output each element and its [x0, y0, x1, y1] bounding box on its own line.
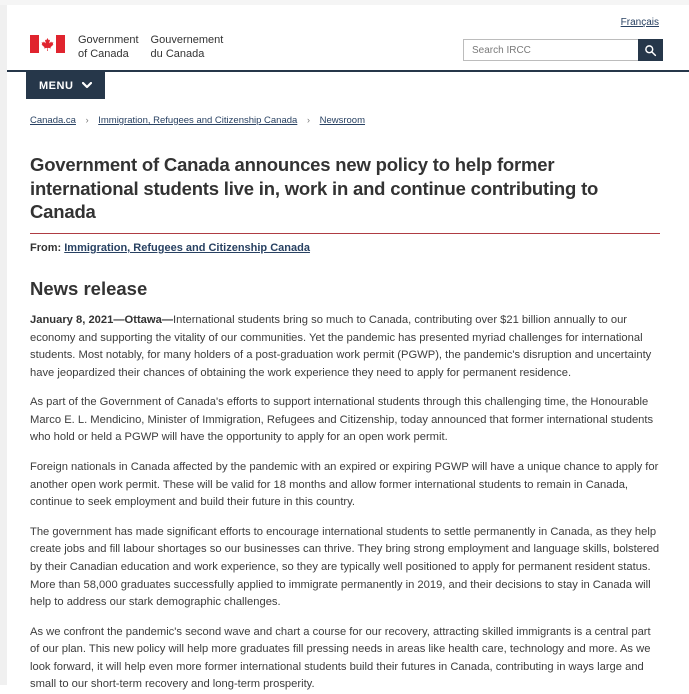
breadcrumb-separator: ›: [306, 115, 310, 125]
from-line: [30, 242, 660, 254]
goc-signature[interactable]: [30, 33, 223, 62]
breadcrumb-separator: ›: [85, 115, 89, 125]
paragraph-5: As we confront the pandemic's second wave and chart a course for our recovery, attracting skilled immigrants is a central part of our plan. This new policy will help more graduates fill pressing needs in areas like health care, technology and more. As we look forward, it will help even more former international students build their futures in Canada, contributing in ways large and small to our short-term recovery and long-term prosperity.: [30, 625, 651, 691]
paragraph-1: January 8, 2021—Ottawa—International students bring so much to Canada, contributing over $21 billion annually to our economy and supporting the vitality of our communities. Yet the pandemic has presented myriad challenges for international students. Most notably, for many holders of a post-graduation work permit (PGWP), the pandemic's disruption and uncertainty have jeopardized their chances of obtaining the work experience they need to apply for permanent residence.: [30, 314, 652, 379]
breadcrumb: [30, 115, 659, 126]
menu-button[interactable]: [26, 72, 105, 99]
paragraph-2: As part of the Government of Canada's efforts to support international students through this challenging time, the Honourable Marco E. L. Mendicino, Minister of Immigration, Refugees and Citizenship, today announced that former international students who hold or held a PGWP will have the opportunity to apply for an open work permit.: [30, 396, 654, 444]
news-release-heading: News release: [30, 278, 148, 300]
canada-flag-icon: [30, 35, 65, 53]
from-department-link[interactable]: Immigration, Refugees and Citizenship Canada: [64, 242, 310, 255]
breadcrumb-link-canada-ca[interactable]: Canada.ca: [30, 115, 76, 126]
flag-white-field: [39, 35, 56, 53]
from-label: From:: [30, 242, 62, 255]
search-button[interactable]: [638, 39, 663, 61]
search-input[interactable]: [463, 39, 638, 61]
breadcrumb-link-newsroom[interactable]: Newsroom: [319, 115, 366, 126]
search-icon: [644, 44, 657, 57]
menu-bar: [0, 72, 689, 102]
dateline: January 8, 2021—Ottawa—: [30, 314, 174, 327]
window-edge-left: [0, 0, 7, 685]
article-body: [30, 312, 660, 694]
wordmark-fr-line2: du Canada: [150, 48, 205, 61]
goc-wordmark: [78, 33, 223, 62]
wordmark-en-line1: Government: [78, 34, 139, 46]
paragraph-4: The government has made significant efforts to encourage international students to settle permanently in Canada, as they help create jobs and fill labour shortages so our businesses can thrive. They bring strong employment and language skills, bolstered by their Canadian education and work experience, so they are typically well positioned to apply for permanent resident status. More than 58,000 graduates successfully applied to immigrate permanently in 2019, and their decisions to stay in Canada will help to address our stark demographic challenges.: [30, 525, 660, 609]
breadcrumb-link-ircc[interactable]: Immigration, Refugees and Citizenship Canada: [98, 115, 298, 126]
paragraph-3: Foreign nationals in Canada affected by the pandemic with an expired or expiring PGWP will have a unique chance to apply for another open work permit. These will be valid for 18 months and allow former international students to remain in Canada, continue to seek employment and build their future in this country.: [30, 461, 659, 509]
flag-red-bar-left: [30, 35, 39, 53]
site-header: [0, 0, 689, 70]
wordmark-en-line2: of Canada: [78, 48, 129, 61]
search-form: [463, 39, 663, 61]
page-title: Government of Canada announces new policy to help former international students live in, work in and continue contributing to Canada: [30, 153, 660, 234]
menu-button-label: MENU: [39, 79, 74, 92]
language-toggle-link[interactable]: Français: [620, 17, 659, 28]
wordmark-fr-line1: Gouvernement: [150, 34, 224, 46]
maple-leaf-icon: [41, 38, 54, 51]
chevron-down-icon: [82, 82, 92, 89]
flag-red-bar-right: [56, 35, 65, 53]
article: [30, 153, 660, 694]
